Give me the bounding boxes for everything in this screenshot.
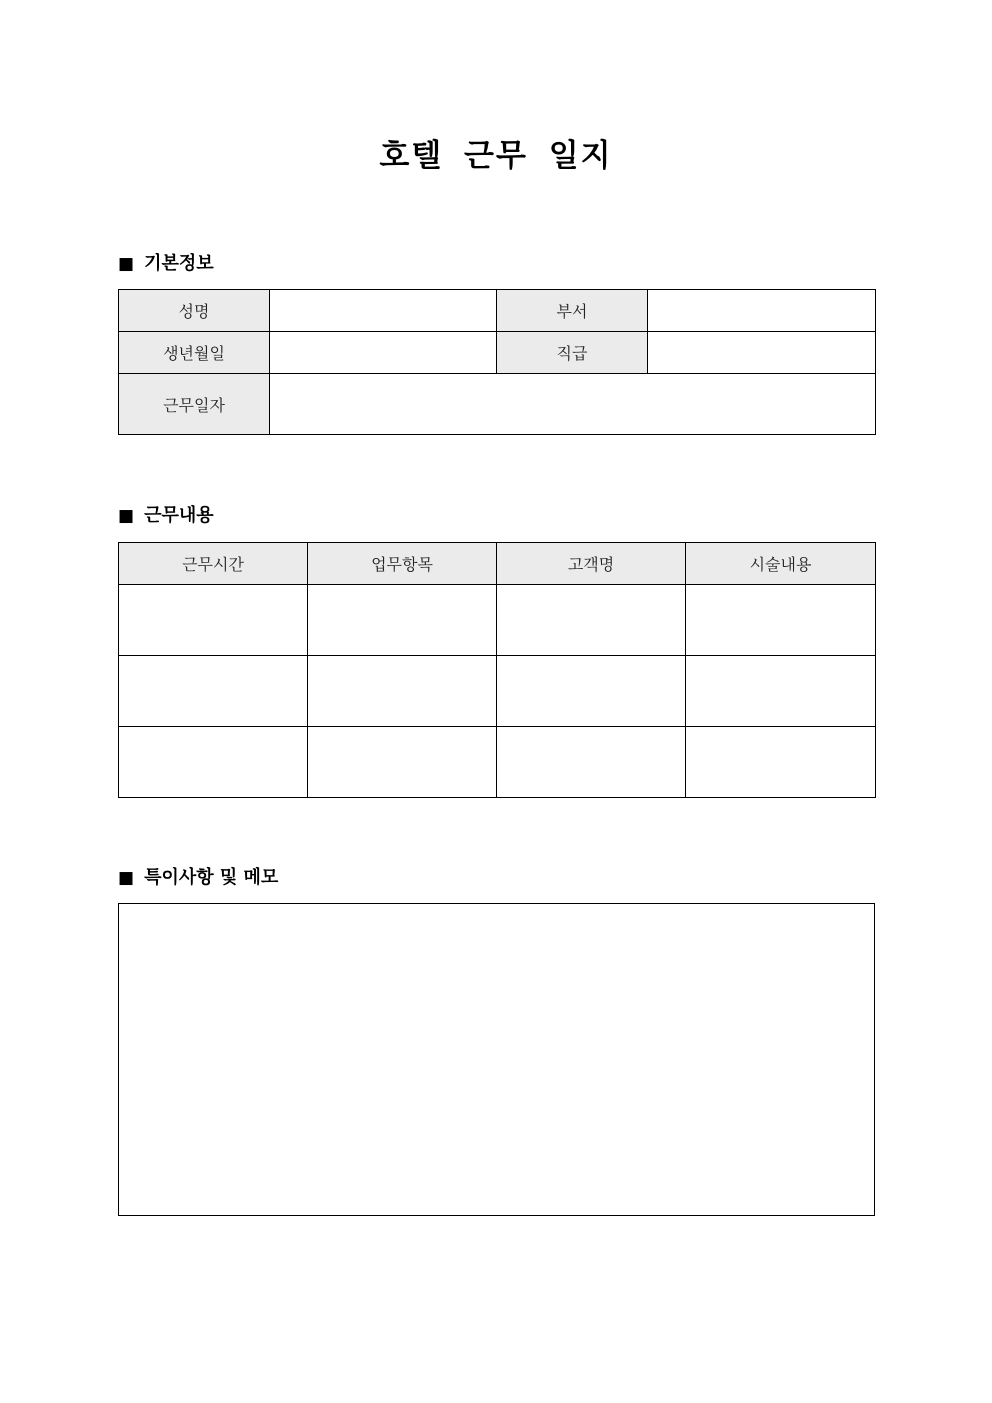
birthdate-field[interactable]: [270, 332, 497, 374]
table-cell[interactable]: [308, 585, 497, 656]
table-cell[interactable]: [308, 656, 497, 727]
square-bullet-icon: ■: [118, 254, 135, 274]
work-date-label: 근무일자: [119, 374, 270, 435]
work-details-table: [118, 542, 876, 798]
position-label: 직급: [497, 332, 648, 374]
column-header-service-details: 시술내용: [686, 543, 876, 585]
table-cell[interactable]: [308, 727, 497, 798]
work-date-field[interactable]: [270, 374, 876, 435]
square-bullet-icon: ■: [118, 868, 135, 888]
table-row: [119, 374, 876, 435]
table-cell[interactable]: [497, 727, 686, 798]
table-cell[interactable]: [497, 585, 686, 656]
column-header-customer-name: 고객명: [497, 543, 686, 585]
column-header-task: 업무항목: [308, 543, 497, 585]
table-cell[interactable]: [119, 585, 308, 656]
table-row: [119, 727, 876, 798]
section-heading-notes: [118, 866, 278, 890]
table-cell[interactable]: [686, 727, 876, 798]
table-cell[interactable]: [686, 585, 876, 656]
basic-info-table: [118, 289, 876, 435]
table-cell[interactable]: [497, 656, 686, 727]
birthdate-label: 생년월일: [119, 332, 270, 374]
square-bullet-icon: ■: [118, 506, 135, 526]
section-title: 근무내용: [144, 505, 214, 526]
table-row: [119, 656, 876, 727]
department-label: 부서: [497, 290, 648, 332]
section-title: 기본정보: [144, 253, 214, 274]
table-cell[interactable]: [119, 656, 308, 727]
table-cell[interactable]: [686, 656, 876, 727]
column-header-work-time: 근무시간: [119, 543, 308, 585]
position-field[interactable]: [648, 332, 876, 374]
document-title: 호텔 근무 일지: [379, 138, 613, 174]
table-row: [119, 290, 876, 332]
name-label: 성명: [119, 290, 270, 332]
name-field[interactable]: [270, 290, 497, 332]
table-row: [119, 332, 876, 374]
section-title: 특이사항 및 메모: [144, 867, 279, 888]
table-cell[interactable]: [119, 727, 308, 798]
table-header-row: [119, 543, 876, 585]
section-heading-basic-info: [118, 252, 214, 276]
table-row: [119, 585, 876, 656]
department-field[interactable]: [648, 290, 876, 332]
section-heading-work-details: [118, 504, 214, 528]
notes-memo-box[interactable]: [118, 903, 875, 1216]
